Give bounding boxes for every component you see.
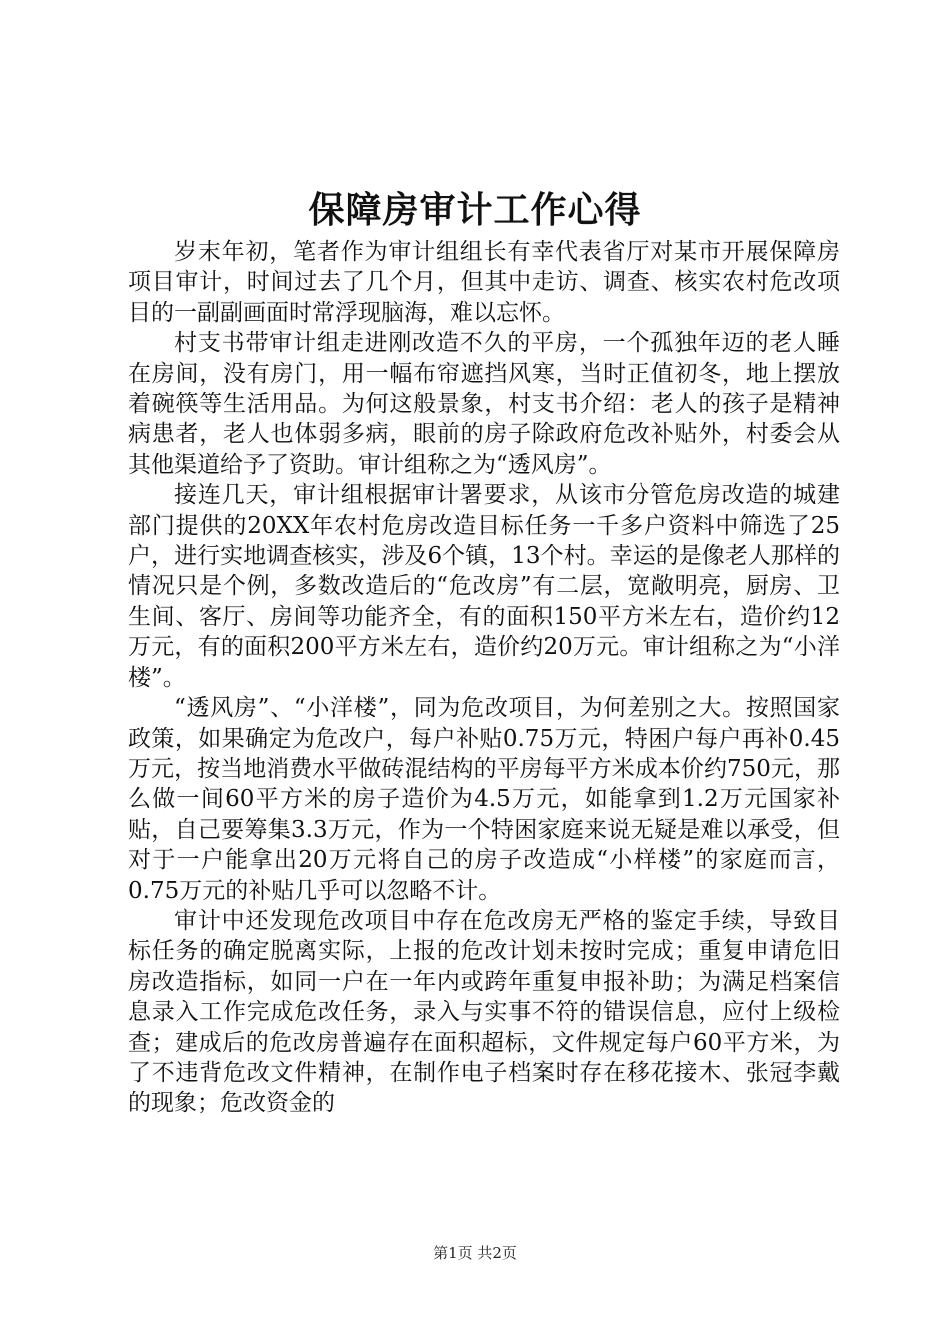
paragraph: 村支书带审计组走进刚改造不久的平房，一个孤独年迈的老人睡在房间，没有房门，用一幅布帘遮挡风寒，当时正值初冬，地上摆放着碗筷等生活用品。为何这般景象，村支书介绍：老人的孩子是精神病患者，老人也体弱多病，眼前的房子除政府危改补贴外，村委会从其他渠道给予了资助。审计组称之为“透风房”。 xyxy=(128,330,840,478)
paragraph: 岁末年初，笔者作为审计组组长有幸代表省厅对某市开展保障房项目审计，时间过去了几个月，但其中走访、调查、核实农村危改项目的一副副画面时常浮现脑海，难以忘怀。 xyxy=(128,239,840,326)
page-number-footer: 第1页 共2页 xyxy=(433,1244,517,1262)
paragraph: “透风房”、“小洋楼”，同为危改项目，为何差别之大。按照国家政策，如果确定为危改户，每户补贴0.75万元，特困户每户再补0.45万元，按当地消费水平做砖混结构的平房每平方米成本价约750元，那么做一间60平方米的房子造价为4.5万元，如能拿到1.2万元国家补贴，自己要筹集3.3万元，作为一个特困家庭来说无疑是难以承受，但对于一户能拿出20万元将自己的房子改造成“小样楼”的家庭而言，0.75万元的补贴几乎可以忽略不计。 xyxy=(128,695,840,904)
paragraph: 接连几天，审计组根据审计署要求，从该市分管危房改造的城建部门提供的20XX年农村危房改造目标任务一千多户资料中筛选了25户，进行实地调查核实，涉及6个镇，13个村。幸运的是像老人那样的情况只是个例，多数改造后的“危改房”有二层，宽敞明亮，厨房、卫生间、客厅、房间等功能齐全，有的面积150平方米左右，造价约12万元，有的面积200平方米左右，造价约20万元。审计组称之为“小洋楼”。 xyxy=(128,482,840,691)
paragraph: 审计中还发现危改项目中存在危改房无严格的鉴定手续，导致目标任务的确定脱离实际，上报的危改计划未按时完成；重复申请危旧房改造指标，如同一户在一年内或跨年重复申报补助；为满足档案信息录入工作完成危改任务，录入与实事不符的错误信息，应付上级检查；建成后的危改房普遍存在面积超标，文件规定每户60平方米，为了不违背危改文件精神，在制作电子档案时存在移花接木、张冠李戴的现象；危改资金的 xyxy=(128,907,840,1117)
document-title: 保障房审计工作心得 xyxy=(308,189,642,231)
document-body xyxy=(128,237,840,1119)
